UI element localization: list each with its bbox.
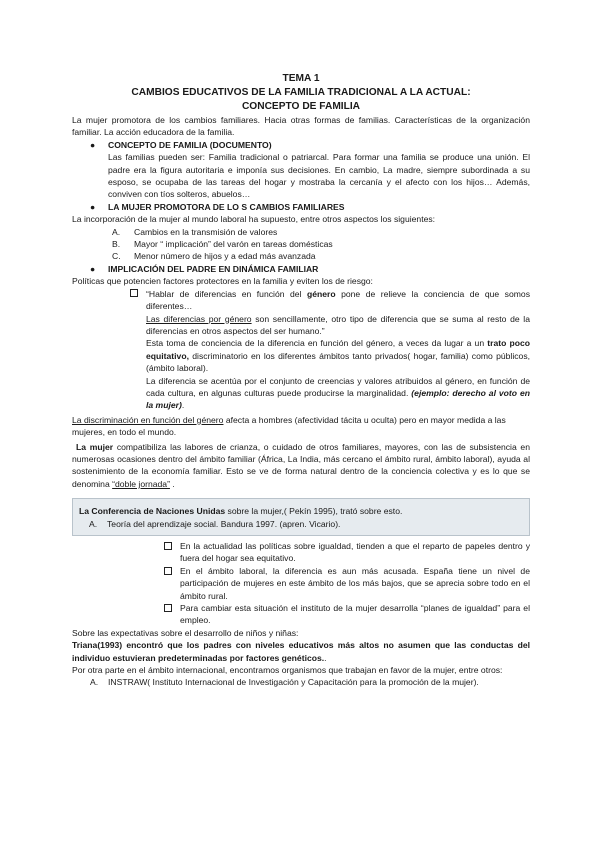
mujer-paragraph: La mujer compatibiliza las labores de crianza, o cuidado de otros familiares, mayores, con las de subsistencia en numerosas ocasiones dentro del ámbito familiar (África, La India, más cercano el ámbito rural, ámbito laboral), ayuda al sostenimiento de la economía familiar. Esto se ve de forma natural dentro de la conciencia colectiva y es lo que se denomina “doble jornada” . [72,441,530,489]
bullet-concepto: ● CONCEPTO DE FAMILIA (DOCUMENTO) [90,139,272,150]
doc-subtitle-2: CONCEPTO DE FAMILIA [241,101,361,112]
panel-heading: La Conferencia de Naciones Unidas sobre la mujer,( Pekín 1995), trató sobre esto. [79,506,403,517]
doc-subtitle: CAMBIOS EDUCATIVOS DE LA FAMILIA TRADICIONAL A LA ACTUAL: [131,87,471,98]
concepto-text: Las familias pueden ser: Familia tradicional o patriarcal. Para formar una familia se produce una unión. El padre era la figura autoritaria e imponía sus decisiones. En cambio, La madre, siempre subordinada a su esposo, se ocupaba de las tareas del hogar y mostraba la cercanía y el afecto con los hijos… Además, conviven con tíos solteros, abuelos… [108,152,530,200]
bullet-mujer: ● LA MUJER PROMOTORA DE LO S CAMBIOS FAMILIARES [90,201,345,212]
internacional-paragraph: Por otra parte en el ámbito internacional, encontramos organismos que trabajan en favor de la mujer, entre otros: [72,665,503,676]
bullet-dot-icon: ● [90,263,96,274]
bullet-dot-icon: ● [90,201,96,212]
document-page [72,72,530,689]
policy-item: En el ámbito laboral, la diferencia es aun más acusada. España tiene un nivel de participación de mujeres en este ámbito de los más bajos, que se aprecia sobre todo en el ámbito rural. [72,565,530,602]
alpha-item: C. Menor número de hijos y a edad más avanzada [112,251,316,262]
intro-paragraph: La mujer promotora de los cambios familiares. Hacia otras formas de familias. Características de la organización familiar. La acción educadora de la familia. [72,115,530,138]
bullet-dot-icon: ● [90,139,96,150]
policy-item: Para cambiar esta situación el instituto de la mujer desarrolla “planes de igualdad” para el empleo. [72,602,530,627]
checkbox-bullet-icon [164,542,172,550]
triana-paragraph: Triana(1993) encontró que los padres con niveles educativos más altos no asumen que las conductas del individuo estuvieran predeterminadas por factores genéticos.. [72,640,530,663]
highlight-panel [72,498,530,536]
quote-paragraph: La diferencia se acentúa por el conjunto de creencias y valores atribuidos al género, en función de cada cultura, en algunas culturas puede producirse la marginalidad. (ejemplo: derecho al voto en la mujer). [146,375,530,411]
panel-item: A. Teoría del aprendizaje social. Bandura 1997. (apren. Vicario). [89,518,341,529]
checkbox-bullet-icon [164,604,172,612]
alpha-item: B. Mayor “ implicación” del varón en tareas domésticas [112,239,333,250]
checkbox-bullet-icon [130,289,138,297]
quote-paragraph: Las diferencias por género son sencillamente, otro tipo de diferencia que se suma al resto de la diferencias en otros aspectos del ser humano.” [146,313,530,336]
checkbox-bullet-icon [164,567,172,575]
mujer-text: La incorporación de la mujer al mundo laboral ha supuesto, entre otros aspectos los siguientes: [72,214,436,225]
quote-item: “Hablar de diferencias en función del género pone de relieve la conciencia de que somos diferentes… [72,288,530,313]
bullet-padre: ● IMPLICACIÓN DEL PADRE EN DINÁMICA FAMILIAR [90,263,319,274]
instraw-item: A. INSTRAW( Instituto Internacional de Investigación y Capacitación para la promoción de la mujer). [90,677,479,688]
quote-paragraph: Esta toma de conciencia de la diferencia en función del género, a veces da lugar a un trato poco equitativo, discriminatorio en los diferentes ámbitos tanto privados( hogar, familia) como públicos, (ámbito laboral). [146,338,531,374]
discriminacion-paragraph: La discriminación en función del género afecta a hombres (afectividad tácita u oculta) pero en mayor medida a las mujeres, en todo el mundo. [72,414,506,438]
doc-title: TEMA 1 [282,73,320,84]
padre-text: Políticas que potencien factores protectores en la familia y eviten los de riesgo: [72,276,373,287]
expectativas-line: Sobre las expectativas sobre el desarrollo de niños y niñas: [72,627,299,638]
alpha-item: A. Cambios en la transmisión de valores [112,226,278,237]
policy-item: En la actualidad las políticas sobre igualdad, tienden a que el reparto de papeles dentro y fuera del hogar sea equitativo. [72,540,530,565]
